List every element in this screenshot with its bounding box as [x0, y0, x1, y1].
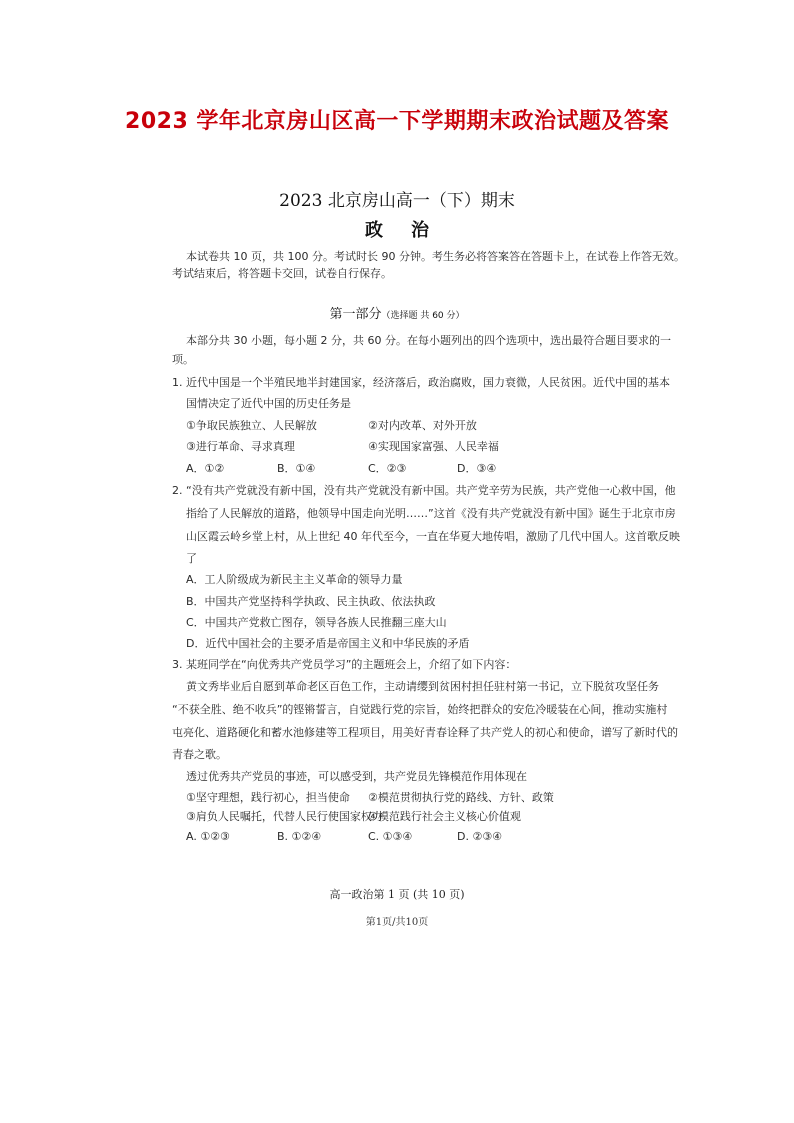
q3-passage-line-1: 黄文秀毕业后自愿到革命老区百色工作，主动请缨到贫困村担任驻村第一书记，立下脱贫攻坚任务	[186, 680, 659, 693]
q2-option-c: C．中国共产党救亡图存，领导各族人民推翻三座大山	[186, 616, 447, 629]
instructions-line-2: 考试结束后，将答题卡交回，试卷自行保存。	[172, 267, 392, 280]
q3-passage-line-3: 屯亮化、道路硬化和蓄水池修建等工程项目，用美好青春诠释了共产党人的初心和使命，谱写了新时代的	[172, 726, 678, 739]
q1-stem-line-1: 1. 近代中国是一个半殖民地半封建国家，经济落后，政治腐败，国力衰微，人民贫困。近代中国的基本	[172, 376, 670, 389]
q3-passage-line-4: 青春之歌。	[172, 748, 227, 761]
exam-title: 2023 北京房山高一（下）期末	[279, 191, 515, 211]
q2-stem-line-3: 山区霞云岭乡堂上村，从上世纪 40 年代至今，一直在华夏大地传唱，激励了几代中国人。这首歌反映	[186, 530, 680, 543]
instructions-line-1: 本试卷共 10 页，共 100 分。考试时长 90 分钟。考生务必将答案答在答题卡上，在试卷上作答无效。	[186, 250, 685, 263]
part-desc-line-1: 本部分共 30 小题，每小题 2 分，共 60 分。在每小题列出的四个选项中，选出最符合题目要求的一	[186, 334, 671, 347]
q3-item-4: ④模范践行社会主义核心价值观	[368, 810, 521, 823]
part-note: （选择题 共 60 分）	[381, 311, 465, 321]
q3-passage-line-2: “不获全胜、绝不收兵”的铿锵誓言，自觉践行党的宗旨，始终把群众的安危冷暖装在心间，推动实施村	[172, 703, 668, 716]
page-footer-label: 高一政治第 1 页 (共 10 页)	[329, 888, 465, 901]
q3-question: 透过优秀共产党员的事迹，可以感受到，共产党员先锋模范作用体现在	[186, 770, 527, 783]
q1-option-d: D．③④	[457, 462, 497, 475]
q2-stem-line-4: 了	[186, 552, 197, 565]
q3-option-d: D. ②③④	[457, 830, 503, 843]
q2-stem-line-2: 指给了人民解放的道路，他领导中国走向光明……”这首《没有共产党就没有新中国》诞生于北京市房	[186, 507, 676, 520]
q2-stem-line-1: 2. “没有共产党就没有新中国，没有共产党就没有新中国。共产党辛劳为民族，共产党他一心救中国，他	[172, 484, 676, 497]
q3-item-1: ①坚守理想，践行初心，担当使命	[186, 791, 350, 804]
q1-option-a: A．①②	[186, 462, 225, 475]
document-banner-title: 2023 学年北京房山区高一下学期期末政治试题及答案	[125, 109, 669, 134]
q3-option-c: C. ①③④	[368, 830, 413, 843]
exam-subject: 政治	[365, 220, 457, 241]
q2-option-a: A．工人阶级成为新民主主义革命的领导力量	[186, 573, 403, 586]
q3-item-3: ③肩负人民嘱托，代替人民行使国家权力	[186, 810, 383, 823]
part-title: 第一部分	[329, 307, 382, 322]
part-desc-line-2: 项。	[172, 353, 194, 366]
q2-option-b: B．中国共产党坚持科学执政、民主执政、依法执政	[186, 595, 436, 608]
q3-stem: 3. 某班同学在“向优秀共产党员学习”的主题班会上，介绍了如下内容：	[172, 658, 517, 671]
q1-item-1: ①争取民族独立、人民解放	[186, 419, 317, 432]
q1-item-3: ③进行革命、寻求真理	[186, 440, 295, 453]
q3-option-b: B. ①②④	[277, 830, 322, 843]
q1-option-c: C．②③	[368, 462, 407, 475]
q3-option-a: A. ①②③	[186, 830, 230, 843]
part-heading	[0, 303, 794, 322]
q1-option-b: B．①④	[277, 462, 316, 475]
q1-stem-line-2: 国情决定了近代中国的历史任务是	[186, 397, 351, 410]
q1-item-2: ②对内改革、对外开放	[368, 419, 477, 432]
q1-item-4: ④实现国家富强、人民幸福	[368, 440, 499, 453]
q3-item-2: ②模范贯彻执行党的路线、方针、政策	[368, 791, 554, 804]
q2-option-d: D．近代中国社会的主要矛盾是帝国主义和中华民族的矛盾	[186, 637, 470, 650]
page-count: 第1页/共10页	[365, 917, 429, 928]
